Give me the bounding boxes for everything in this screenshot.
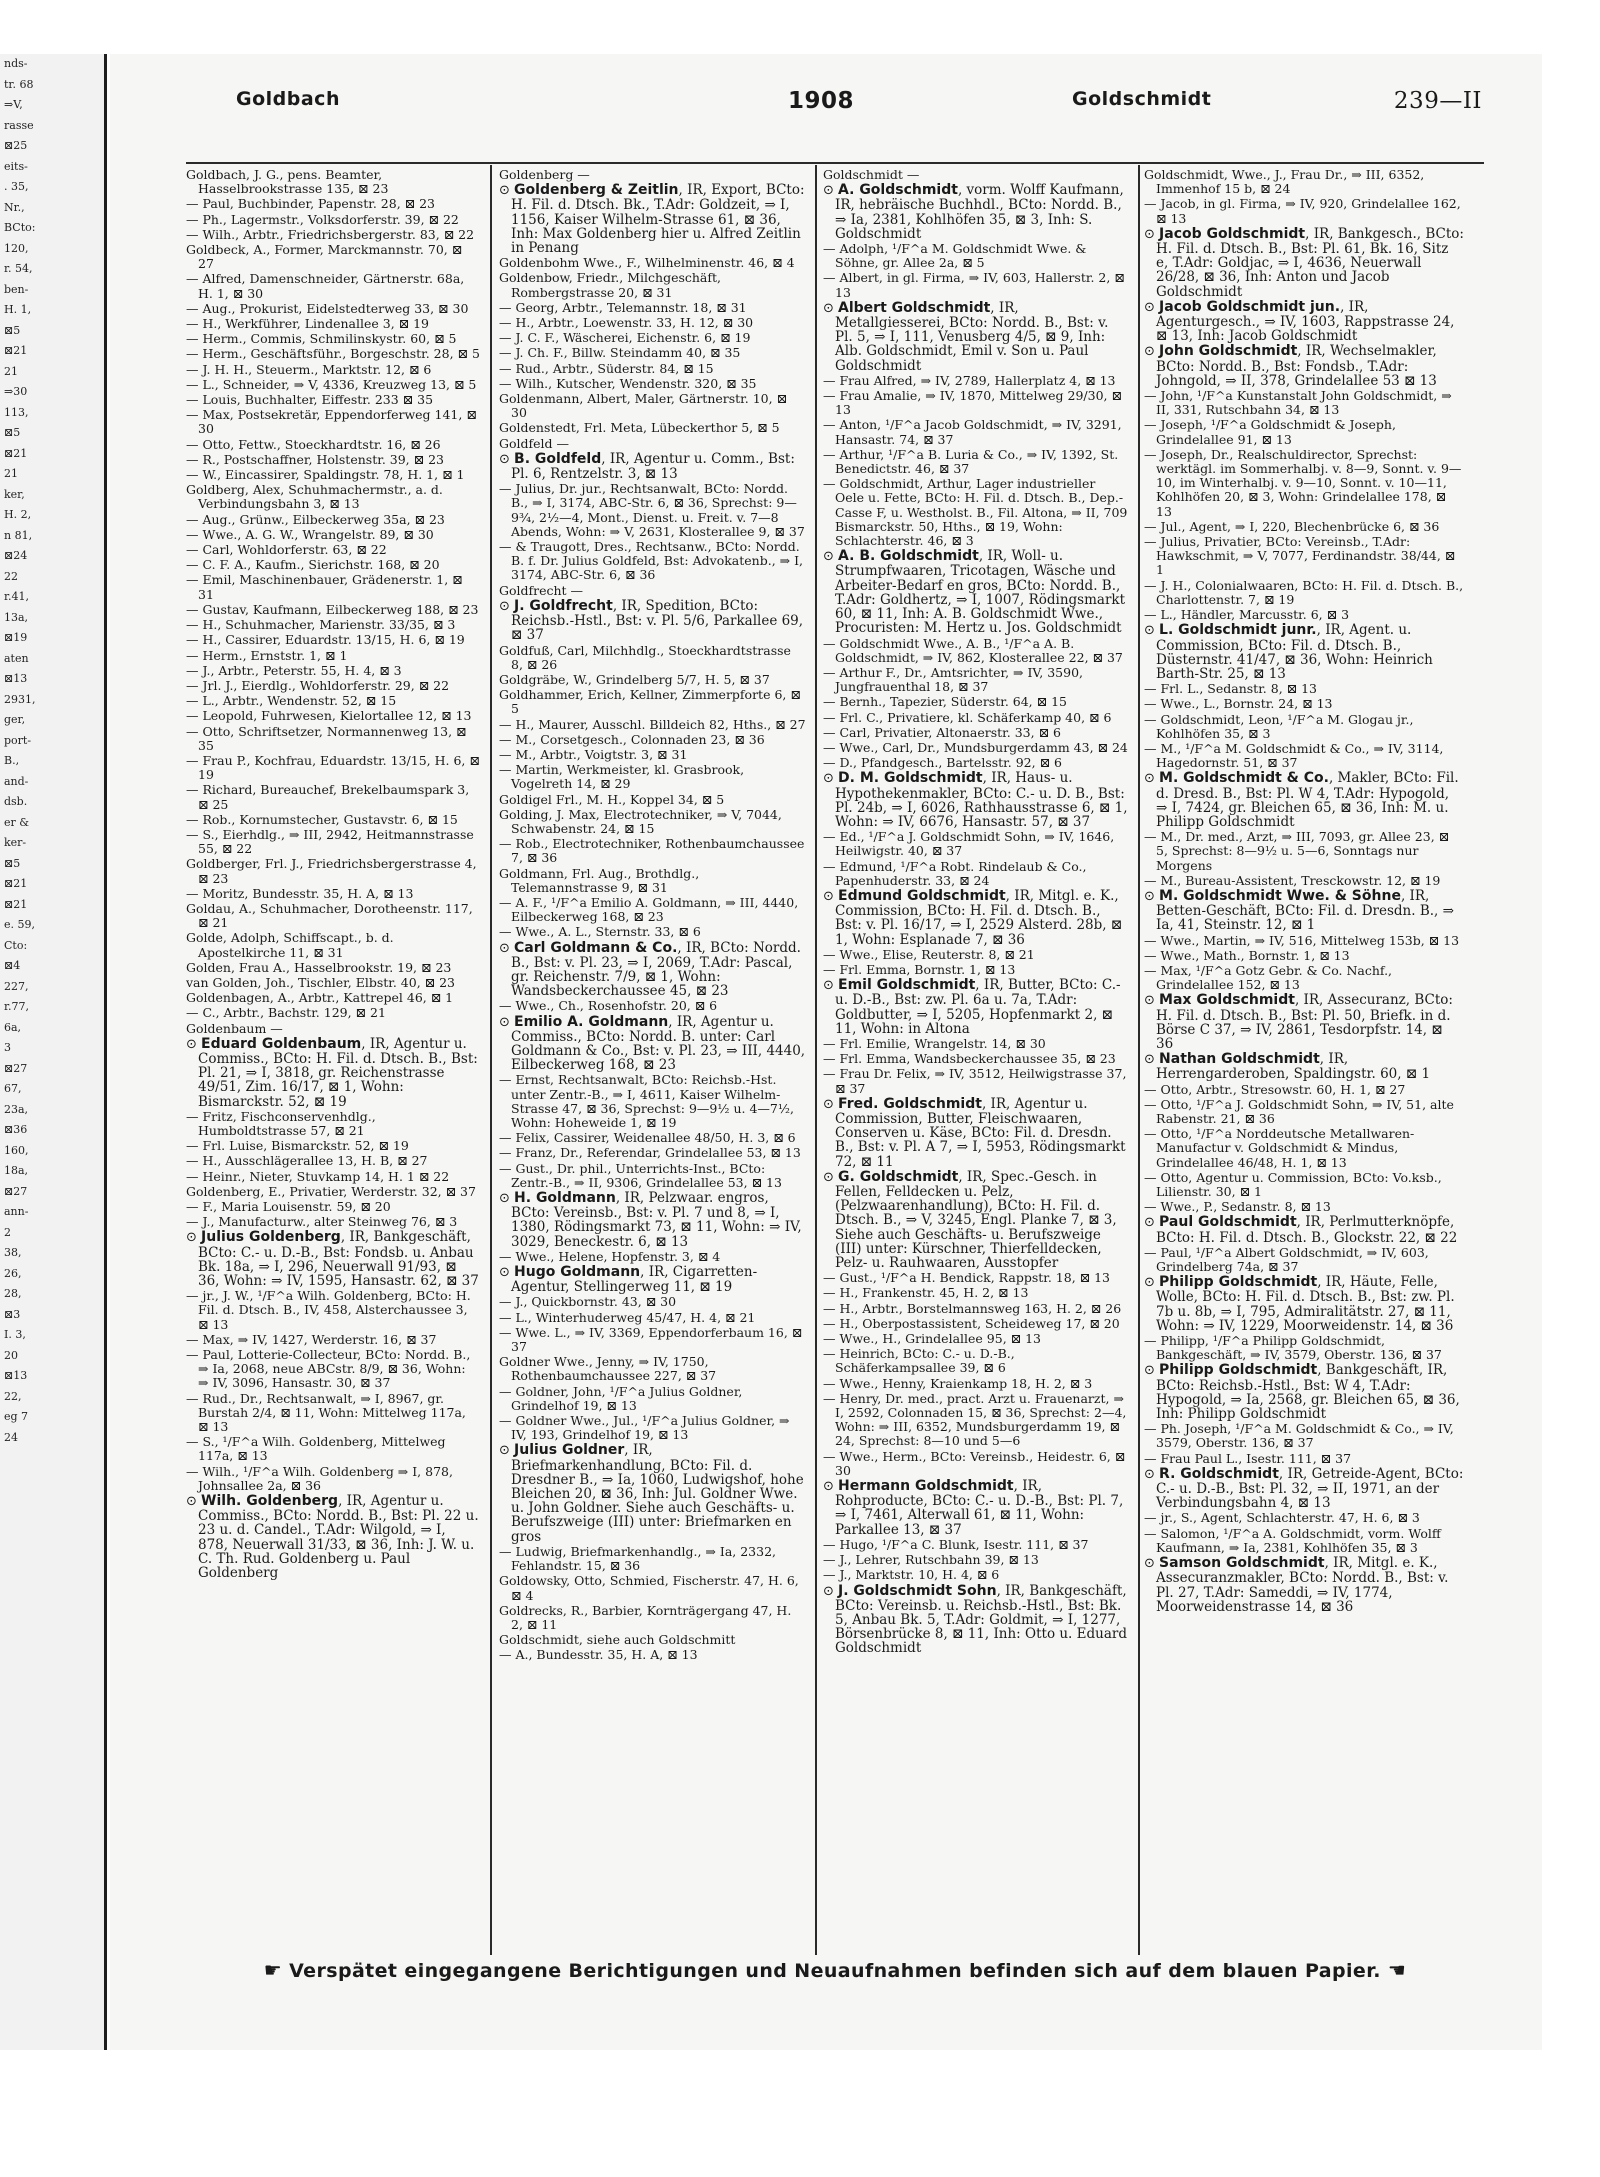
directory-entry: Goldenberg, E., Privatier, Werderstr. 32, ⊠ 37: [186, 1183, 476, 1199]
directory-entry: — Herm., Commis, Schmilinskystr. 60, ⊠ 5: [186, 331, 457, 347]
directory-entry: — W., Eincassirer, Spaldingstr. 78, H. 1, ⊠ 1: [186, 467, 465, 483]
directory-entry: Goldigel Frl., M. H., Koppel 34, ⊠ 5: [499, 791, 725, 807]
directory-entry-firm: ⊙ Jacob Goldschmidt jun., IR, Agenturgesch., ⇒ IV, 1603, Rappstrasse 24, ⊠ 13, Inh: Jacob Goldschmidt: [1144, 298, 1455, 345]
prev-page-fragment: 227,: [4, 979, 29, 993]
directory-entry: Goldenmann, Albert, Maler, Gärtnerstr. 10, ⊠ 30: [499, 391, 788, 421]
directory-entry-firm: ⊙ R. Goldschmidt, IR, Getreide-Agent, BCto: C.- u. D.-B., Bst: Pl. 32, ⇒ II, 1971, an der Verbindungsbahn 4, ⊠ 13: [1144, 1465, 1464, 1512]
directory-entry: — D., Pfandgesch., Bartelsstr. 92, ⊠ 6: [823, 755, 1062, 771]
directory-entry: — Heinrich, BCto: C.- u. D.-B., Schäferkampsallee 39, ⊠ 6: [823, 1346, 1015, 1376]
directory-entry: Goldberg, Alex, Schuhmachermstr., a. d. Verbindungsbahn 3, ⊠ 13: [186, 482, 443, 512]
directory-entry: — Gustav, Kaufmann, Eilbeckerweg 188, ⊠ 23: [186, 601, 479, 617]
directory-entry: — Alfred, Damenschneider, Gärtnerstr. 68a, H. 1, ⊠ 30: [186, 271, 465, 301]
column-4: [1144, 168, 1464, 1956]
directory-entry: — Ludwig, Briefmarkenhandlg., ⇒ Ia, 2332, Fehlandstr. 15, ⊠ 36: [499, 1543, 777, 1574]
directory-entry: — Otto, ¹/F^a J. Goldschmidt Sohn, ⇒ IV, 51, alte Rabenstr. 21, ⊠ 36: [1144, 1096, 1454, 1126]
directory-entry: van Golden, Joh., Tischler, Elbstr. 40, ⊠ 23: [186, 974, 456, 990]
column-2: [499, 168, 806, 1956]
directory-entry: — M., Corsetgesch., Colonnaden 23, ⊠ 36: [499, 731, 765, 747]
prev-page-fragment: ⊠13: [4, 1369, 28, 1382]
directory-entry-firm: ⊙ Albert Goldschmidt, IR, Metallgiesserei, BCto: Nordd. B., Bst: v. Pl. 5, ⇒ I, 111, Venusberg 4/5, ⊠ 9, Inh: Alb. Goldschmidt, Emil v. Son u. Paul Goldschmidt: [823, 299, 1109, 374]
directory-entry: — J., Marktstr. 10, H. 4, ⊠ 6: [823, 1567, 1000, 1583]
directory-entry: — Julius, Privatier, BCto: Vereinsb., T.Adr: Hawkschmit, ⇒ V, 7077, Ferdinandstr. 38/44, ⊠ 1: [1144, 534, 1456, 578]
prev-page-fragment: 120,: [4, 241, 29, 255]
directory-entry: — S., ¹/F^a Wilh. Goldenberg, Mittelweg 117a, ⊠ 13: [186, 1434, 446, 1464]
directory-entry: — Herm., Ernststr. 1, ⊠ 1: [186, 647, 348, 663]
directory-entry: — Goldschmidt, Leon, ¹/F^a M. Glogau jr., Kohlhöfen 35, ⊠ 3: [1144, 711, 1414, 741]
prev-page-fragment: nds-: [4, 57, 28, 70]
directory-entry: — Otto, ¹/F^a Norddeutsche Metallwaren-Manufactur v. Goldschmidt & Mindus, Grindelallee 46/48, H. 1, ⊠ 13: [1144, 1126, 1415, 1170]
prev-page-fragment: 2: [4, 1225, 11, 1239]
directory-entry: — Moritz, Bundesstr. 35, H. A, ⊠ 13: [186, 885, 414, 901]
directory-entry: — J., Manufacturw., alter Steinweg 76, ⊠ 3: [186, 1214, 458, 1230]
directory-entry-firm: ⊙ A. B. Goldschmidt, IR, Woll- u. Strumpfwaaren, Tricotagen, Wäsche und Arbeiter-Bedarf en gros, BCto: Nordd. B., T.Adr: Goldhertz, ⇒ I, 1007, Rödingsmarkt 60, ⊠ 11, Inh: A. B. Goldschmidt Wwe., Procuristen: M. Hertz u. Jos. Goldschmidt: [823, 548, 1126, 637]
directory-entry: — Emil, Maschinenbauer, Grädenerstr. 1, ⊠ 31: [186, 572, 463, 602]
directory-entry: — Herm., Geschäftsführ., Borgeschstr. 28, ⊠ 5: [186, 346, 480, 362]
directory-entry: — Otto, Arbtr., Stresowstr. 60, H. 1, ⊠ 27: [1144, 1081, 1406, 1097]
prev-page-fragment: H. 1,: [4, 303, 32, 316]
directory-entry: — Ph., Lagermstr., Volksdorferstr. 39, ⊠ 22: [186, 211, 459, 227]
prev-page-fragment: I. 3,: [4, 1328, 26, 1341]
prev-page-fragment: ⊠5: [4, 856, 21, 870]
directory-entry: Goldschmidt, Wwe., J., Frau Dr., ⇒ III, 6352, Immenhof 15 b, ⊠ 24: [1144, 168, 1425, 197]
directory-entry: Goldfrecht —: [499, 582, 584, 598]
prev-page-fragment: ⊠21: [4, 897, 28, 911]
directory-entry: — Richard, Bureauchef, Brekelbaumspark 3, ⊠ 25: [186, 782, 470, 812]
prev-page-fragment: r.41,: [4, 590, 30, 603]
directory-entry: — Rud., Arbtr., Süderstr. 84, ⊠ 15: [499, 360, 714, 376]
column-1: [186, 168, 480, 1956]
directory-entry: — Wwe., Ch., Rosenhofstr. 20, ⊠ 6: [499, 998, 718, 1014]
prev-page-fragment: 3: [4, 1041, 11, 1054]
prev-page-fragment: ⊠19: [4, 631, 28, 644]
directory-entry: — M., Arbtr., Voigtstr. 3, ⊠ 31: [499, 746, 688, 762]
prev-page-fragment: ker-: [4, 836, 27, 849]
prev-page-fragment: ⊠27: [4, 1061, 28, 1075]
directory-entry-firm: ⊙ H. Goldmann, IR, Pelzwaar. engros, BCto: Vereinsb., Bst: v. Pl. 7 und 8, ⇒ I, 1380, Rödingsmarkt 73, ⊠ 11, Wohn: ⇒ IV, 3029, Beneckestr. 6, ⊠ 13: [499, 1190, 802, 1250]
prev-page-fragment: 13a,: [4, 610, 29, 624]
directory-entry: — L., Schneider, ⇒ V, 4336, Kreuzweg 13, ⊠ 5: [186, 376, 477, 392]
directory-entry-firm: ⊙ Fred. Goldschmidt, IR, Agentur u. Commission, Butter, Fleischwaaren, Conserven u. Käse, BCto: Fil. d. Dresdn. B., Bst: v. Pl. A 7, ⇒ I, 5953, Rödingsmarkt 72, ⊠ 11: [823, 1095, 1126, 1170]
prev-page-fragment: port-: [4, 733, 32, 747]
directory-entry: — Wwe., H., Grindelallee 95, ⊠ 13: [823, 1331, 1041, 1347]
directory-entry: — Martin, Werkmeister, kl. Grasbrook, Vogelreth 14, ⊠ 29: [499, 762, 745, 792]
page-number: 239—II: [1393, 88, 1482, 114]
prev-page-fragment: . 35,: [4, 180, 29, 193]
scan-top-margin: [0, 0, 1600, 54]
directory-entry: — Edmund, ¹/F^a Robt. Rindelaub & Co., Papenhuderstr. 33, ⊠ 24: [823, 858, 1087, 888]
directory-entry: — Salomon, ¹/F^a A. Goldschmidt, vorm. Wolff Kaufmann, ⇒ Ia, 2381, Kohlhöfen 35, ⊠ 3: [1144, 1525, 1441, 1555]
directory-entry: — Henry, Dr. med., pract. Arzt u. Frauenarzt, ⇒ I, 2592, Colonnaden 15, ⊠ 36, Sprechst: 2—4, Wohn: ⇒ III, 6352, Mundsburgerdamm 19, ⊠ 24, Sprechst: 8—10 und 5—6: [823, 1390, 1127, 1449]
prev-page-fragment: and-: [4, 774, 29, 788]
directory-entry: — Otto, Fettw., Stoeckhardtstr. 16, ⊠ 26: [186, 436, 441, 452]
prev-page-fragment: eits-: [4, 159, 28, 173]
directory-entry: — M., ¹/F^a M. Goldschmidt & Co., ⇒ IV, 3114, Hagedornstr. 51, ⊠ 37: [1144, 740, 1444, 771]
directory-entry: — C. F. A., Kaufm., Sierichstr. 168, ⊠ 20: [186, 557, 440, 573]
directory-entry: — A., Bundesstr. 35, H. A, ⊠ 13: [499, 1647, 698, 1663]
directory-entry: — Otto, Schriftsetzer, Normannenweg 13, ⊠ 35: [186, 723, 467, 753]
prev-page-fragment: 26,: [4, 1266, 22, 1280]
prev-page-fragment: ⊠21: [4, 446, 28, 460]
prev-page-fragment: ⇒30: [4, 385, 28, 398]
directory-entry: — Louis, Buchhalter, Eiffestr. 233 ⊠ 35: [186, 392, 434, 408]
directory-entry: — jr., S., Agent, Schlachterstr. 47, H. 6, ⊠ 3: [1144, 1510, 1420, 1526]
directory-entry: Goldfeld —: [499, 435, 570, 451]
directory-entry: Goldmann, Frl. Aug., Brothdlg., Telemannstrasse 9, ⊠ 31: [499, 865, 700, 895]
directory-entry-firm: ⊙ L. Goldschmidt junr., IR, Agent. u. Commission, BCto: Fil. d. Dtsch. B., Düsternstr. 41/47, ⊠ 36, Wohn: Heinrich Barth-Str. 25, ⊠ 13: [1144, 622, 1433, 682]
column-3: [823, 168, 1128, 1956]
prev-page-fragment: n 81,: [4, 528, 33, 542]
directory-entry: — Frau Paul L., Isestr. 111, ⊠ 37: [1144, 1450, 1352, 1466]
directory-entry-firm: ⊙ A. Goldschmidt, vorm. Wolff Kaufmann, IR, hebräische Buchhdl., BCto: Nordd. B., ⇒ Ia, 2381, Kohlhöfen 35, ⊠ 3, Inh: S. Goldschmidt: [823, 182, 1124, 242]
prev-page-fragment: ⊠3: [4, 1307, 21, 1321]
prev-page-fragment: ⇒V,: [4, 98, 23, 111]
directory-entry: Goldberger, Frl. J., Friedrichsbergerstrasse 4, ⊠ 23: [186, 856, 477, 886]
prev-page-fragment: ⊠13: [4, 672, 28, 685]
directory-entry: — Wwe., Math., Bornstr. 1, ⊠ 13: [1144, 947, 1350, 963]
directory-entry: — Paul, ¹/F^a Albert Goldschmidt, ⇒ IV, 603, Grindelberg 74a, ⊠ 37: [1144, 1244, 1429, 1275]
directory-entry: — Jacob, in gl. Firma, ⇒ IV, 920, Grindelallee 162, ⊠ 13: [1144, 196, 1461, 226]
directory-entry: — Carl, Privatier, Altonaerstr. 33, ⊠ 6: [823, 724, 1061, 740]
directory-entry: — Wwe., Elise, Reuterstr. 8, ⊠ 21: [823, 946, 1035, 962]
footer-text: Verspätet eingegangene Berichtigungen und Neuaufnahmen befinden sich auf dem blauen Papier.: [289, 1960, 1381, 1982]
directory-entry: — H., Oberpostassistent, Scheideweg 17, ⊠ 20: [823, 1315, 1120, 1331]
directory-entry: — Paul, Buchbinder, Papenstr. 28, ⊠ 23: [186, 196, 435, 212]
directory-entry: Goldbeck, A., Former, Marckmannstr. 70, ⊠ 27: [186, 242, 463, 272]
directory-entry: — Julius, Dr. jur., Rechtsanwalt, BCto: Nordd. B., ⇒ I, 3174, ABC-Str. 6, ⊠ 36, Sprechst: 9—9¾, 2½—4, Mont., Dienst. u. Freit. v. 7—8 Abends, Wohn: ⇒ V, 2631, Klosterallee 9, ⊠ 37: [499, 481, 805, 539]
directory-entry: — Frl. Emma, Wandsbeckerchaussee 35, ⊠ 23: [823, 1051, 1116, 1067]
directory-entry: — Goldner, John, ¹/F^a Julius Goldner, Grindelhof 19, ⊠ 13: [499, 1383, 743, 1413]
directory-entry: — H., Frankenstr. 45, H. 2, ⊠ 13: [823, 1285, 1029, 1301]
directory-entry-firm: ⊙ B. Goldfeld, IR, Agentur u. Comm., Bst: Pl. 6, Rentzelstr. 3, ⊠ 13: [499, 450, 795, 483]
directory-entry: — Arthur, ¹/F^a B. Luria & Co., ⇒ IV, 1392, St. Benedictstr. 46, ⊠ 37: [823, 446, 1119, 477]
directory-entry: — Wwe., Helene, Hopfenstr. 3, ⊠ 4: [499, 1248, 721, 1264]
directory-entry: — Felix, Cassirer, Weidenallee 48/50, H. 3, ⊠ 6: [499, 1130, 796, 1146]
directory-entry: — Rud., Dr., Rechtsanwalt, ⇒ I, 8967, gr. Burstah 2/4, ⊠ 11, Wohn: Mittelweg 117a, ⊠ 13: [186, 1390, 466, 1435]
directory-entry: — Goldschmidt Wwe., A. B., ¹/F^a A. B. Goldschmidt, ⇒ IV, 862, Klosterallee 22, ⊠ 37: [823, 635, 1123, 665]
directory-entry: Goldgräbe, W., Grindelberg 5/7, H. 5, ⊠ 37: [499, 671, 770, 687]
prev-page-fragment: aten: [4, 651, 29, 665]
directory-entry: Goldschmidt, siehe auch Goldschmitt: [499, 1632, 736, 1648]
directory-entry: — Max, ¹/F^a Gotz Gebr. & Co. Nachf., Grindelallee 152, ⊠ 13: [1144, 962, 1393, 993]
directory-entry: — Carl, Wohldorferstr. 63, ⊠ 22: [186, 542, 387, 558]
directory-entry-firm: ⊙ D. M. Goldschmidt, IR, Haus- u. Hypothekenmakler, BCto: C.- u. D. B., Bst: Pl. 24b, ⇒ I, 6026, Rathhausstrasse 6, ⊠ 1, Wohn: ⇒ IV, 6676, Hansastr. 57, ⊠ 37: [823, 770, 1128, 830]
prev-page-fragment: rasse: [4, 118, 34, 132]
directory-entry: — Wilh., Arbtr., Friedrichsbergerstr. 83, ⊠ 22: [186, 226, 475, 242]
directory-entry-firm: ⊙ M. Goldschmidt Wwe. & Söhne, IR, Betten-Geschäft, BCto: Fil. d. Dresdn. B., ⇒ Ia, 41, Steinstr. 12, ⊠ 1: [1144, 887, 1454, 934]
directory-entry: Golden, Frau A., Hasselbrookstr. 19, ⊠ 23: [186, 959, 452, 975]
directory-entry: — Goldner Wwe., Jul., ¹/F^a Julius Goldner, ⇒ IV, 193, Grindelhof 19, ⊠ 13: [499, 1413, 790, 1443]
header-year: 1908: [788, 88, 855, 114]
directory-entry: Golding, J. Max, Electrotechniker, ⇒ V, 7044, Schwabenstr. 24, ⊠ 15: [499, 806, 782, 836]
directory-entry: Goldfuß, Carl, Milchhdlg., Stoeckhardtstrasse 8, ⊠ 26: [499, 642, 791, 672]
directory-entry: — H., Cassirer, Eduardstr. 13/15, H. 6, ⊠ 19: [186, 632, 465, 648]
directory-entry: Goldenstedt, Frl. Meta, Lübeckerthor 5, ⊠ 5: [499, 420, 780, 436]
prev-page-fragment: r.77,: [4, 1000, 30, 1013]
directory-entry: — Wwe., A. L., Sternstr. 33, ⊠ 6: [499, 924, 701, 940]
prev-page-fragment: 113,: [4, 405, 29, 419]
directory-entry: — Jrl. J., Eierdlg., Wohldorferstr. 29, ⊠ 22: [186, 677, 450, 693]
directory-entry: — Joseph, ¹/F^a Goldschmidt & Joseph, Grindelallee 91, ⊠ 13: [1144, 417, 1396, 447]
directory-entry: Goldenbohm Wwe., F., Wilhelminenstr. 46, ⊠ 4: [499, 255, 795, 271]
prev-page-fragment: ⊠27: [4, 1184, 28, 1198]
prev-page-fragment: 24: [4, 1430, 18, 1444]
directory-entry: — M., Dr. med., Arzt, ⇒ III, 7093, gr. Allee 23, ⊠ 5, Sprechst: 8—9½ u. 5—6, Sonntags nur Morgens: [1144, 829, 1450, 873]
prev-page-fragment: 38,: [4, 1246, 22, 1259]
directory-entry: — Bernh., Tapezier, Süderstr. 64, ⊠ 15: [823, 694, 1067, 710]
directory-entry: — Rob., Kornumstecher, Gustavstr. 6, ⊠ 15: [186, 811, 458, 827]
directory-entry: — Frl. L., Sedanstr. 8, ⊠ 13: [1144, 681, 1317, 697]
directory-entry: Goldschmidt —: [823, 168, 920, 182]
directory-entry: — Frl. Emilie, Wrangelstr. 14, ⊠ 30: [823, 1035, 1046, 1051]
directory-entry: — Gust., ¹/F^a H. Bendick, Rappstr. 18, ⊠ 13: [823, 1270, 1111, 1286]
directory-entry: Goldenberg —: [499, 168, 590, 182]
directory-entry: — R., Postschaffner, Holstenstr. 39, ⊠ 23: [186, 451, 444, 467]
footer-notice: [186, 1958, 1484, 1994]
directory-entry: — Georg, Arbtr., Telemannstr. 18, ⊠ 31: [499, 299, 747, 315]
directory-entry-firm: ⊙ Eduard Goldenbaum, IR, Agentur u. Commiss., BCto: H. Fil. d. Dtsch. B., Bst: Pl. 21, ⇒ I, 3818, gr. Reichenstrasse 49/51, Zim. 16/17, ⊠ 1, Wohn: Bismarckstr. 52, ⊠ 19: [186, 1035, 478, 1110]
directory-entry: — J., Quickbornstr. 43, ⊠ 30: [499, 1294, 677, 1310]
prev-page-fragment: ker,: [4, 487, 25, 501]
directory-entry: — Arthur F., Dr., Amtsrichter, ⇒ IV, 3590, Jungfrauenthal 18, ⊠ 37: [823, 664, 1084, 695]
directory-entry: — Ernst, Rechtsanwalt, BCto: Reichsb.-Hst. unter Zentr.-B., ⇒ I, 4611, Kaiser Wilhelm-Strasse 47, ⊠ 36, Sprechst: 9—9½ u. 4—7½, Wohn: Hoheweide 1, ⊠ 19: [499, 1072, 794, 1130]
previous-page-edge: [0, 54, 107, 2050]
prev-page-fragment: ⊠25: [4, 139, 28, 152]
header-rule: [186, 162, 1484, 164]
directory-entry: Goldbach, J. G., pens. Beamter, Hasselbrookstrasse 135, ⊠ 23: [186, 168, 389, 197]
directory-entry: — Leopold, Fuhrwesen, Kielortallee 12, ⊠ 13: [186, 708, 472, 724]
scan-right-margin: [1542, 54, 1600, 2050]
prev-page-fragment: Cto:: [4, 938, 28, 952]
scan-bottom-margin: [0, 2050, 1600, 2177]
directory-entry: — & Traugott, Dres., Rechtsanw., BCto: Nordd. B. f. Dr. Julius Goldfeld, Bst: Advokatenb., ⇒ I, 3174, ABC-Str. 6, ⊠ 36: [499, 539, 804, 583]
prev-page-fragment: 67,: [4, 1082, 22, 1095]
prev-page-fragment: ⊠36: [4, 1123, 28, 1136]
directory-entry: — J. H. H., Steuerm., Marktstr. 12, ⊠ 6: [186, 361, 432, 377]
directory-entry-firm: ⊙ Samson Goldschmidt, IR, Mitgl. e. K., Assecuranzmakler, BCto: Nordd. B., Bst: v. Pl. 27, T.Adr: Sameddi, ⇒ IV, 1774, Moorweidenstrasse 14, ⊠ 36: [1144, 1555, 1449, 1615]
prev-page-fragment: ⊠5: [4, 323, 21, 337]
directory-entry: Goldrecks, R., Barbier, Kornträgergang 47, H. 2, ⊠ 11: [499, 1602, 792, 1632]
directory-entry: — Adolph, ¹/F^a M. Goldschmidt Wwe. & Söhne, gr. Allee 2a, ⊠ 5: [823, 241, 1087, 271]
directory-entry-firm: ⊙ Nathan Goldschmidt, IR, Herrengarderoben, Spaldingstr. 60, ⊠ 1: [1144, 1051, 1431, 1083]
directory-entry: — H., Werkführer, Lindenallee 3, ⊠ 19: [186, 316, 429, 332]
prev-page-fragment: 28,: [4, 1287, 22, 1300]
directory-entry: Goldau, A., Schuhmacher, Dorotheenstr. 117, ⊠ 21: [186, 900, 473, 931]
prev-page-fragment: 2931,: [4, 692, 36, 706]
prev-page-fragment: ger,: [4, 713, 26, 726]
directory-entry-firm: ⊙ J. Goldfrecht, IR, Spedition, BCto: Reichsb.-Hstl., Bst: v. Pl. 5/6, Parkallee 69, ⊠ 37: [499, 597, 804, 644]
directory-entry: Goldner Wwe., Jenny, ⇒ IV, 1750, Rothenbaumchaussee 227, ⊠ 37: [499, 1354, 717, 1384]
prev-page-fragment: ⊠24: [4, 549, 28, 562]
directory-entry: — Wwe., L., Bornstr. 24, ⊠ 13: [1144, 696, 1333, 712]
directory-entry-firm: ⊙ Wilh. Goldenberg, IR, Agentur u. Commiss., BCto: Nordd. B., Bst: Pl. 22 u. 23 u. d. Candel., T.Adr: Wilgold, ⇒ I, 878, Neuerwall 31/33, ⊠ 36, Inh: J. W. u. C. Th. Rud. Goldenberg u. Paul Goldenberg: [186, 1493, 479, 1582]
directory-entry: Goldowsky, Otto, Schmied, Fischerstr. 47, H. 6, ⊠ 4: [499, 1573, 799, 1603]
directory-entry: — Albert, in gl. Firma, ⇒ IV, 603, Hallerstr. 2, ⊠ 13: [823, 270, 1125, 300]
prev-page-fragment: 160,: [4, 1143, 29, 1157]
directory-entry: — Frau Amalie, ⇒ IV, 1870, Mittelweg 29/30, ⊠ 13: [823, 388, 1122, 418]
directory-entry: — J., Lehrer, Rutschbahn 39, ⊠ 13: [823, 1552, 1039, 1568]
directory-entry: — Jul., Agent, ⇒ I, 220, Blechenbrücke 6, ⊠ 36: [1144, 518, 1440, 534]
directory-entry: — Hugo, ¹/F^a C. Blunk, Isestr. 111, ⊠ 37: [823, 1536, 1089, 1552]
directory-entry-firm: ⊙ J. Goldschmidt Sohn, IR, Bankgeschäft, BCto: Vereinsb. u. Reichsb.-Hstl., Bst: Bk. 5, Anbau Bk. 5, T.Adr: Goldmit, ⇒ I, 1277, Börsenbrücke 8, ⊠ 11, Inh: Otto u. Eduard Goldschmidt: [823, 1582, 1127, 1657]
prev-page-fragment: 18a,: [4, 1164, 29, 1177]
directory-entry-firm: ⊙ Philipp Goldschmidt, Bankgeschäft, IR, BCto: Reichsb.-Hstl., Bst: W 4, T.Adr: Hypogold, ⇒ Ia, 2568, gr. Bleichen 65, ⊠ 36, Inh: Philipp Goldschmidt: [1144, 1362, 1460, 1423]
prev-page-fragment: ⊠5: [4, 426, 21, 439]
directory-entry: — Anton, ¹/F^a Jacob Goldschmidt, ⇒ IV, 3291, Hansastr. 74, ⊠ 37: [823, 417, 1122, 447]
prev-page-fragment: tr. 68: [4, 77, 34, 91]
directory-entry: — Wwe. L., ⇒ IV, 3369, Eppendorferbaum 16, ⊠ 37: [499, 1324, 803, 1355]
directory-entry: — Wilh., Kutscher, Wendenstr. 320, ⊠ 35: [499, 375, 757, 391]
prev-page-fragment: er &: [4, 815, 30, 829]
directory-entry: — H., Ausschlägerallee 13, H. B, ⊠ 27: [186, 1153, 428, 1169]
directory-entry-firm: ⊙ Jacob Goldschmidt, IR, Bankgesch., BCto: H. Fil. d. Dtsch. B., Bst: Pl. 61, Bk. 16, Sitz e, T.Adr: Goldjac, ⇒ I, 4636, Neuerwall 26/28, ⊠ 36, Inh: Anton und Jacob Goldschmidt: [1144, 225, 1464, 300]
directory-entry: — Joseph, Dr., Realschuldirector, Sprechst: werktägl. im Sommerhalbj. v. 8—9, Sonnt. v. 9—10, im Winterhalbj. v. 9—10, Sonnt. v. 10—11, Kohlhöfen 20, ⊠ 3, Wohn: Grindelallee 178, ⊠ 13: [1144, 446, 1462, 519]
directory-entry-firm: ⊙ Philipp Goldschmidt, IR, Häute, Felle, Wolle, BCto: H. Fil. d. Dtsch. B., Bst: zw. Pl. 7b u. 8b, ⇒ I, 795, Admiralitätstr. 27, ⊠ 11, Wohn: ⇒ IV, 1229, Moorweidenstr. 14, ⊠ 36: [1144, 1274, 1455, 1334]
directory-entry: — Fritz, Fischconservenhdlg., Humboldtstrasse 57, ⊠ 21: [186, 1108, 376, 1138]
prev-page-fragment: 21: [4, 364, 18, 378]
directory-entry: — L., Arbtr., Wendenstr. 52, ⊠ 15: [186, 693, 397, 709]
directory-entry-firm: ⊙ Julius Goldenberg, IR, Bankgeschäft, BCto: C.- u. D.-B., Bst: Fondsb. u. Anbau Bk. 18a, ⇒ I, 296, Neuerwall 91/93, ⊠ 36, Wohn: ⇒ IV, 1595, Hansastr. 62, ⊠ 37: [186, 1229, 479, 1290]
directory-entry: — Rob., Electrotechniker, Rothenbaumchaussee 7, ⊠ 36: [499, 836, 805, 866]
directory-entry: — S., Eierhdlg., ⇒ III, 2942, Heitmannstrasse 55, ⊠ 22: [186, 826, 474, 857]
directory-entry: — H., Maurer, Ausschl. Billdeich 82, Hths., ⊠ 27: [499, 716, 806, 732]
prev-page-fragment: 21: [4, 467, 18, 480]
directory-entry-firm: ⊙ Julius Goldner, IR, Briefmarkenhandlung, BCto: Fil. d. Dresdner B., ⇒ Ia, 1060, Ludwigshof, hohe Bleichen 20, ⊠ 36, Inh: Jul. Goldner Wwe. u. John Goldner. Siehe auch Geschäfts- u. Berufszweige (III) unter: Briefmarken en gros: [499, 1442, 804, 1545]
directory-entry: — John, ¹/F^a Kunstanstalt John Goldschmidt, ⇒ II, 331, Rutschbahn 34, ⊠ 13: [1144, 388, 1452, 418]
directory-entry: — Aug., Prokurist, Eidelstedterweg 33, ⊠ 30: [186, 300, 469, 316]
directory-entry: — Goldschmidt, Arthur, Lager industrieller Oele u. Fette, BCto: H. Fil. d. Dtsch. B., Dep.-Casse F, u. Westholst. B., Fil. Altona, ⇒ II, 709 Bismarckstr. 50, Hths., ⊠ 19, Wohn: Schlachterstr. 46, ⊠ 3: [823, 476, 1128, 549]
directory-entry: — Wwe., Carl, Dr., Mundsburgerdamm 43, ⊠ 24: [823, 739, 1128, 755]
header-right-keyword: Goldschmidt: [1072, 88, 1212, 110]
directory-entry: — L., Winterhuderweg 45/47, H. 4, ⊠ 21: [499, 1309, 756, 1325]
directory-entry: — Gust., Dr. phil., Unterrichts-Inst., BCto: Zentr.-B., ⇒ II, 9306, Grindelallee 53, ⊠ 13: [499, 1160, 782, 1190]
prev-page-fragment: ⊠4: [4, 959, 21, 972]
directory-entry: — Max, Postsekretär, Eppendorferweg 141, ⊠ 30: [186, 407, 477, 437]
directory-entry: — H., Arbtr., Loewenstr. 33, H. 12, ⊠ 30: [499, 315, 754, 331]
directory-entry-firm: ⊙ Hermann Goldschmidt, IR, Rohproducte, BCto: C.- u. D.-B., Bst: Pl. 7, ⇒ I, 7461, Alterwall 61, ⊠ 11, Wohn: Parkallee 13, ⊠ 37: [823, 1478, 1124, 1538]
directory-entry-firm: ⊙ M. Goldschmidt & Co., Makler, BCto: Fil. d. Dresd. B., Bst: Pl. W 4, T.Adr: Hypogold, ⇒ I, 7424, gr. Bleichen 65, ⊠ 36, Inh: M. u. Philipp Goldschmidt: [1144, 770, 1459, 830]
directory-entry: — C., Arbtr., Bachstr. 129, ⊠ 21: [186, 1005, 386, 1021]
directory-entry: — Philipp, ¹/F^a Philipp Goldschmidt, Bankgeschäft, ⇒ IV, 3579, Oberstr. 136, ⊠ 37: [1144, 1333, 1442, 1363]
directory-entry: — Wilh., ¹/F^a Wilh. Goldenberg ⇒ I, 878, Johnsallee 2a, ⊠ 36: [186, 1463, 453, 1493]
directory-entry: Goldenbagen, A., Arbtr., Kattrepel 46, ⊠ 1: [186, 990, 454, 1006]
directory-entry: Goldhammer, Erich, Kellner, Zimmerpforte 6, ⊠ 5: [499, 687, 801, 717]
prev-page-fragment: ⊠21: [4, 344, 28, 357]
prev-page-fragment: ann-: [4, 1205, 29, 1218]
directory-entry: — Heinr., Nieter, Stuvkamp 14, H. 1 ⊠ 22: [186, 1168, 450, 1184]
directory-entry: — Otto, Agentur u. Commission, BCto: Vo.ksb., Lilienstr. 30, ⊠ 1: [1144, 1169, 1442, 1200]
directory-entry: — jr., J. W., ¹/F^a Wilh. Goldenberg, BCto: H. Fil. d. Dtsch. B., IV, 458, Alsterchaussee 3, ⊠ 13: [186, 1288, 471, 1332]
directory-entry: — Wwe., Herm., BCto: Vereinsb., Heidestr. 6, ⊠ 30: [823, 1448, 1126, 1478]
directory-entry: — J. H., Colonialwaaren, BCto: H. Fil. d. Dtsch. B., Charlottenstr. 7, ⊠ 19: [1144, 577, 1464, 607]
directory-entry: — J. C. F., Wäscherei, Eichenstr. 6, ⊠ 19: [499, 330, 751, 346]
directory-entry: — Frl. Luise, Bismarckstr. 52, ⊠ 19: [186, 1138, 409, 1154]
prev-page-fragment: 22,: [4, 1389, 22, 1403]
prev-page-fragment: eg 7: [4, 1410, 29, 1423]
directory-entry: — Frau Dr. Felix, ⇒ IV, 3512, Heilwigstrasse 37, ⊠ 37: [823, 1066, 1127, 1096]
directory-entry: — Frl. C., Privatiere, kl. Schäferkamp 40, ⊠ 6: [823, 709, 1112, 725]
directory-entry: — Frau Alfred, ⇒ IV, 2789, Hallerplatz 4, ⊠ 13: [823, 372, 1116, 388]
directory-entry: — Frl. Emma, Bornstr. 1, ⊠ 13: [823, 961, 1016, 977]
prev-page-fragment: H. 2,: [4, 508, 32, 521]
directory-entry: — J. Ch. F., Billw. Steindamm 40, ⊠ 35: [499, 345, 741, 361]
directory-entry: — Ph. Joseph, ¹/F^a M. Goldschmidt & Co., ⇒ IV, 3579, Oberstr. 136, ⊠ 37: [1144, 1421, 1454, 1451]
directory-entry: — Paul, Lotterie-Collecteur, BCto: Nordd. B., ⇒ Ia, 2068, neue ABCstr. 8/9, ⊠ 36, Wohn: ⇒ IV, 3096, Hansastr. 30, ⊠ 37: [186, 1347, 471, 1391]
directory-entry: — M., Bureau-Assistent, Tresckowstr. 12, ⊠ 19: [1144, 872, 1441, 888]
directory-entry: — Franz, Dr., Referendar, Grindelallee 53, ⊠ 13: [499, 1145, 801, 1161]
directory-columns: [186, 168, 1496, 1956]
prev-page-fragment: r. 54,: [4, 262, 33, 275]
directory-entry: — Wwe., Henny, Kraienkamp 18, H. 2, ⊠ 3: [823, 1375, 1093, 1391]
directory-entry: — Frau P., Kochfrau, Eduardstr. 13/15, H. 6, ⊠ 19: [186, 752, 480, 783]
directory-entry-firm: ⊙ G. Goldschmidt, IR, Spec.-Gesch. in Fellen, Felldecken u. Pelz, (Pelzwaarenhandlung), BCto: H. Fil. d. Dtsch. B., ⇒ V, 3245, Engl. Planke 7, ⊠ 3, Siehe auch Geschäfts- u. Berufszweige (III) unter: Kürschner, Thierfelldecken, Pelz- u. Rauhwaaren, Ausstopfer: [823, 1168, 1117, 1272]
prev-page-fragment: Nr.,: [4, 200, 25, 214]
directory-entry: Goldenbow, Friedr., Milchgeschäft, Rombergstrasse 20, ⊠ 31: [499, 270, 722, 300]
running-header: [186, 88, 1482, 128]
directory-entry: — Max, ⇒ IV, 1427, Werderstr. 16, ⊠ 37: [186, 1331, 437, 1347]
directory-entry: — Wwe., A. G. W., Wrangelstr. 89, ⊠ 30: [186, 526, 434, 542]
directory-entry: — Ed., ¹/F^a J. Goldschmidt Sohn, ⇒ IV, 1646, Heilwigstr. 40, ⊠ 37: [823, 829, 1115, 859]
prev-page-fragment: 22: [4, 569, 18, 583]
directory-entry-firm: ⊙ Hugo Goldmann, IR, Cigarretten-Agentur, Stellingerweg 11, ⊠ 19: [499, 1264, 758, 1296]
directory-entry-firm: ⊙ Goldenberg & Zeitlin, IR, Export, BCto: H. Fil. d. Dtsch. Bk., T.Adr: Goldzeit, ⇒ I, 1156, Kaiser Wilhelm-Strasse 61, ⊠ 36, Inh: Max Goldenberg hier u. Alfred Zeitlin in Penang: [499, 182, 805, 257]
directory-entry: — H., Schuhmacher, Marienstr. 33/35, ⊠ 3: [186, 617, 456, 633]
directory-entry: — F., Maria Louisenstr. 59, ⊠ 20: [186, 1199, 391, 1215]
directory-entry: — H., Arbtr., Borstelmannsweg 163, H. 2, ⊠ 26: [823, 1300, 1122, 1316]
pointing-hand-icon: ☚: [1387, 1958, 1407, 1982]
directory-entry: — A. F., ¹/F^a Emilio A. Goldmann, ⇒ III, 4440, Eilbeckerweg 168, ⊠ 23: [499, 894, 799, 925]
prev-page-fragment: B.,: [4, 754, 20, 767]
directory-entry: — Aug., Grünw., Eilbeckerweg 35a, ⊠ 23: [186, 511, 445, 527]
directory-entry: — J., Arbtr., Peterstr. 55, H. 4, ⊠ 3: [186, 662, 402, 678]
directory-entry-firm: ⊙ John Goldschmidt, IR, Wechselmakler, BCto: Nordd. B., Bst: Fondsb., T.Adr: Johngold, ⇒ II, 378, Grindelallee 53 ⊠ 13: [1144, 343, 1437, 389]
prev-page-fragment: 23a,: [4, 1102, 29, 1116]
directory-entry-firm: ⊙ Max Goldschmidt, IR, Assecuranz, BCto: H. Fil. d. Dtsch. B., Bst: Pl. 50, Briefk. in d. Börse C 37, ⇒ IV, 2861, Tesdorpfstr. 14, ⊠ 36: [1144, 992, 1453, 1052]
directory-entry: Golde, Adolph, Schiffscapt., b. d. Apostelkirche 11, ⊠ 31: [186, 930, 394, 960]
directory-entry-firm: ⊙ Emil Goldschmidt, IR, Butter, BCto: C.- u. D.-B., Bst: zw. Pl. 6a u. 7a, T.Adr: Goldbutter, ⇒ I, 5205, Hopfenmarkt 2, ⊠ 11, Wohn: in Altona: [823, 977, 1121, 1037]
directory-entry: — Wwe., Martin, ⇒ IV, 516, Mittelweg 153b, ⊠ 13: [1144, 932, 1460, 948]
prev-page-fragment: 20: [4, 1348, 18, 1362]
directory-entry-firm: ⊙ Emilio A. Goldmann, IR, Agentur u. Commiss., BCto: Nordd. B. unter: Carl Goldmann & Co., Bst: v. Pl. 23, ⇒ III, 4440, Eilbeckerweg 168, ⊠ 23: [499, 1013, 806, 1074]
directory-entry-firm: ⊙ Edmund Goldschmidt, IR, Mitgl. e. K., Commission, BCto: H. Fil. d. Dtsch. B., Bst: v. Pl. 16/17, ⇒ I, 2529 Alsterd. 28b, ⊠ 1, Wohn: Esplanade 7, ⊠ 36: [823, 887, 1123, 948]
prev-page-fragment: BCto:: [4, 221, 36, 234]
prev-page-fragment: 6a,: [4, 1020, 22, 1034]
directory-entry: Goldenbaum —: [186, 1020, 283, 1036]
directory-entry-firm: ⊙ Carl Goldmann & Co., IR, BCto: Nordd. B., Bst: v. Pl. 23, ⇒ I, 2069, T.Adr: Pascal, gr. Reichenstr. 7/9, ⊠ 1, Wohn: Wandsbeckerchaussee 45, ⊠ 23: [499, 939, 801, 1000]
header-left-keyword: Goldbach: [236, 88, 340, 110]
directory-entry: — L., Händler, Marcusstr. 6, ⊠ 3: [1144, 607, 1350, 623]
pointing-hand-icon: ☛: [263, 1958, 283, 1982]
prev-page-fragment: e. 59,: [4, 918, 35, 931]
prev-page-fragment: ⊠21: [4, 877, 28, 890]
directory-entry-firm: ⊙ Paul Goldschmidt, IR, Perlmutterknöpfe, BCto: H. Fil. d. Dtsch. B., Glockstr. 22, ⊠ 22: [1144, 1214, 1458, 1246]
directory-entry: — Wwe., P., Sedanstr. 8, ⊠ 13: [1144, 1199, 1331, 1215]
prev-page-fragment: dsb.: [4, 795, 28, 808]
prev-page-fragment: ben-: [4, 282, 29, 296]
